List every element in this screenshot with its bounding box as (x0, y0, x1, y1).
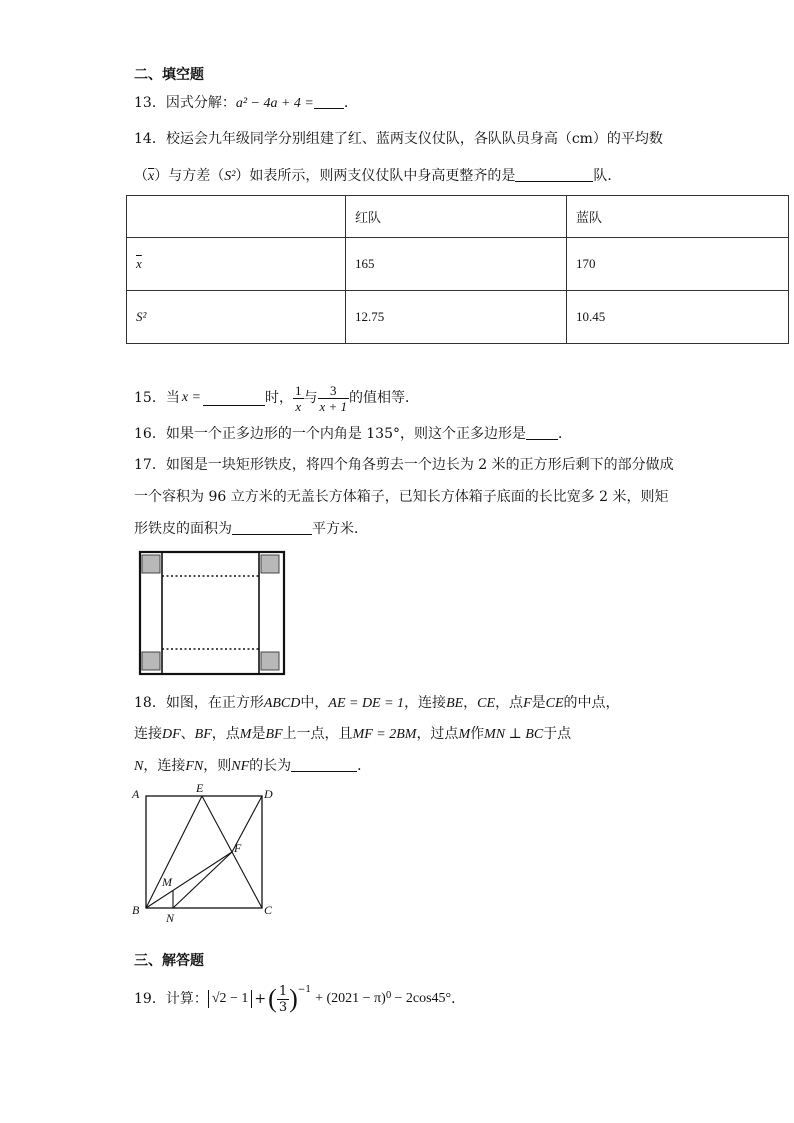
construction-lines (146, 796, 262, 908)
square-geometry-figure (128, 780, 278, 928)
q18-u15: 于点 (543, 726, 572, 742)
table-row-label-variance (127, 291, 346, 344)
q17-line3-b: 平方米． (312, 521, 368, 537)
q18-u2: DF (162, 727, 181, 742)
fraction-1-over-x (293, 383, 304, 414)
mean-symbol-cell: $\overline{x}$ (136, 256, 142, 271)
label-m: M (162, 875, 172, 889)
q18-u7: 是 (251, 726, 266, 742)
table-cell-blue-mean: 170 (567, 238, 789, 291)
q17-line3-a: 形铁皮的面积为 (134, 521, 232, 537)
q18-v2: ，连接 (143, 758, 186, 774)
table-cell-red-variance: 12.75 (346, 291, 567, 344)
q15-variable: x = (181, 390, 201, 405)
q18-u13: 作 (470, 726, 485, 742)
q18-t6: BE (446, 696, 464, 711)
q18-t4: AE = DE = 1 (328, 696, 405, 711)
q16-answer-blank[interactable] (526, 425, 558, 440)
abs-value-sqrt2-minus-1: √2 − 1 (208, 990, 253, 1008)
label-f: F (234, 841, 242, 855)
q18-t2: ABCD (263, 696, 301, 711)
segment-be (146, 796, 202, 908)
q15-tail: 的值相等． (349, 390, 420, 406)
q19-frac-den: 3 (278, 999, 288, 1015)
q18-t3: 中， (300, 695, 329, 711)
table-row (127, 291, 789, 344)
cut-lines (162, 552, 259, 674)
q15-answer-blank[interactable] (203, 391, 265, 406)
q13-prefix: 13．因式分解： (134, 95, 236, 111)
q18-t11: 是 (531, 695, 546, 711)
label-n: N (166, 911, 175, 925)
table-header-red-team: 红队 (346, 196, 567, 238)
q18-v7: ． (357, 758, 372, 774)
label-c: C (264, 903, 273, 917)
variance-symbol-cell: S² (136, 309, 147, 324)
q18-t8: CE (477, 696, 496, 711)
q18-t9: ，点 (495, 695, 524, 711)
question-13 (134, 93, 348, 114)
table-row (127, 238, 789, 291)
q18-v1: N (134, 759, 144, 774)
frac2-denominator: x + 1 (319, 398, 348, 414)
frac2-numerator: 3 (318, 383, 350, 399)
question-17-line-3 (134, 519, 368, 539)
fraction-3-over-x-plus-1 (318, 383, 350, 414)
mean-symbol: $\overline{x}$ (148, 169, 155, 184)
table-header-blue-team: 蓝队 (567, 196, 789, 238)
question-18-line-1 (134, 693, 620, 714)
height-stats-table (126, 195, 789, 344)
q18-t12: CE (545, 696, 564, 711)
q14-text-main: ）如表所示，则两支仪仗队中身高更整齐的是 (235, 168, 516, 184)
q14-tail: 队． (593, 168, 622, 184)
q17-answer-blank[interactable] (232, 520, 312, 535)
q18-u5: ，点 (211, 726, 240, 742)
q18-u14: MN ⊥ BC (484, 727, 544, 742)
q16-tail: ． (558, 426, 572, 442)
corner-square-top-left (142, 555, 160, 573)
q15-prefix: 15．当 (134, 390, 180, 406)
paren-close-icon: ) (289, 984, 298, 1013)
q18-v4: ，则 (203, 758, 232, 774)
question-18-line-2 (134, 724, 571, 745)
question-19 (134, 978, 465, 1020)
q14-text-variance: ）与方差（ (154, 168, 225, 184)
label-e: E (196, 781, 204, 795)
q16-text: 16．如果一个正多边形的一个内角是 135°，则这个正多边形是 (134, 426, 526, 442)
q19-frac-num: 1 (278, 983, 288, 999)
q14-paren-open: （ (134, 168, 148, 184)
frac1-denominator: x (295, 398, 302, 414)
segment-bf (146, 852, 232, 908)
table-cell-red-mean: 165 (346, 238, 567, 291)
question-15 (134, 378, 419, 418)
sheet-metal-figure (138, 550, 286, 676)
section-heading-fill-in: 二、填空题 (134, 67, 204, 83)
q18-u9: 上一点，且 (282, 726, 353, 742)
q18-u3: 、 (180, 726, 195, 742)
q15-mid: 时， (265, 390, 293, 406)
q19-plus: + (254, 991, 267, 1007)
q18-t13: 的中点， (563, 695, 620, 711)
segment-nf (173, 852, 232, 908)
square-abcd (146, 796, 262, 908)
label-b: B (132, 903, 140, 917)
q13-tail: . (343, 95, 349, 111)
frac1-numerator: 1 (295, 382, 302, 398)
q18-t10: F (523, 696, 532, 711)
q19-term-2cos45: − 2cos45° (394, 991, 452, 1006)
q13-answer-blank[interactable] (314, 94, 344, 109)
q18-v5: NF (231, 759, 250, 774)
question-14-line-2 (134, 166, 621, 187)
paren-open-icon: ( (268, 984, 277, 1013)
q18-t1: 18．如图，在正方形 (134, 695, 264, 711)
label-d: D (264, 787, 273, 801)
question-16 (134, 424, 572, 444)
table-header-row (127, 196, 789, 238)
q18-u11: ，过点 (416, 726, 459, 742)
q18-u4: BF (194, 727, 212, 742)
section-heading-solution: 三、解答题 (134, 953, 204, 969)
q18-u1: 连接 (134, 726, 162, 742)
q18-t5: ，连接 (404, 695, 447, 711)
question-17-line-1: 17．如图是一块矩形铁皮，将四个角各剪去一个边长为 2 米的正方形后剩下的部分做成 (134, 457, 674, 473)
q19-exponent-neg1: −1 (297, 985, 312, 995)
q18-t7: ， (463, 695, 478, 711)
q18-u12: M (458, 727, 471, 742)
table-header-empty (127, 196, 346, 238)
q19-prefix: 19．计算： (134, 991, 208, 1007)
q18-u10: MF = 2BM (352, 727, 417, 742)
q18-u6: M (239, 727, 252, 742)
label-a: A (132, 787, 140, 801)
fold-lines (162, 576, 259, 649)
q18-u8: BF (265, 727, 283, 742)
q19-exponent-0: 0 (385, 991, 392, 1001)
corner-square-bottom-left (142, 652, 160, 670)
q19-term-2021-minus-pi: + (2021 − π) (315, 991, 386, 1006)
q18-answer-blank[interactable] (291, 757, 357, 772)
table-row-label-mean (127, 238, 346, 291)
q15-connector: 与 (303, 390, 318, 406)
q19-tail: ． (451, 991, 466, 1007)
variance-symbol: S² (224, 169, 236, 184)
question-17-line-2: 一个容积为 96 立方米的无盖长方体箱子，已知长方体箱子底面的长比宽多 2 米，则矩 (134, 489, 669, 505)
question-18-line-3 (134, 756, 371, 777)
corner-square-bottom-right (261, 652, 279, 670)
question-14-line-1: 14．校运会九年级同学分别组建了红、蓝两支仪仗队，各队队员身高（cm）的平均数 (134, 131, 663, 147)
q14-answer-blank[interactable] (515, 167, 593, 182)
table-cell-blue-variance: 10.45 (567, 291, 789, 344)
q13-expression: a² − 4a + 4 = (235, 96, 314, 111)
q18-v3: FN (185, 759, 204, 774)
corner-square-top-right (261, 555, 279, 573)
q18-v6: 的长为 (249, 758, 292, 774)
fraction-1-over-3 (277, 984, 289, 1015)
